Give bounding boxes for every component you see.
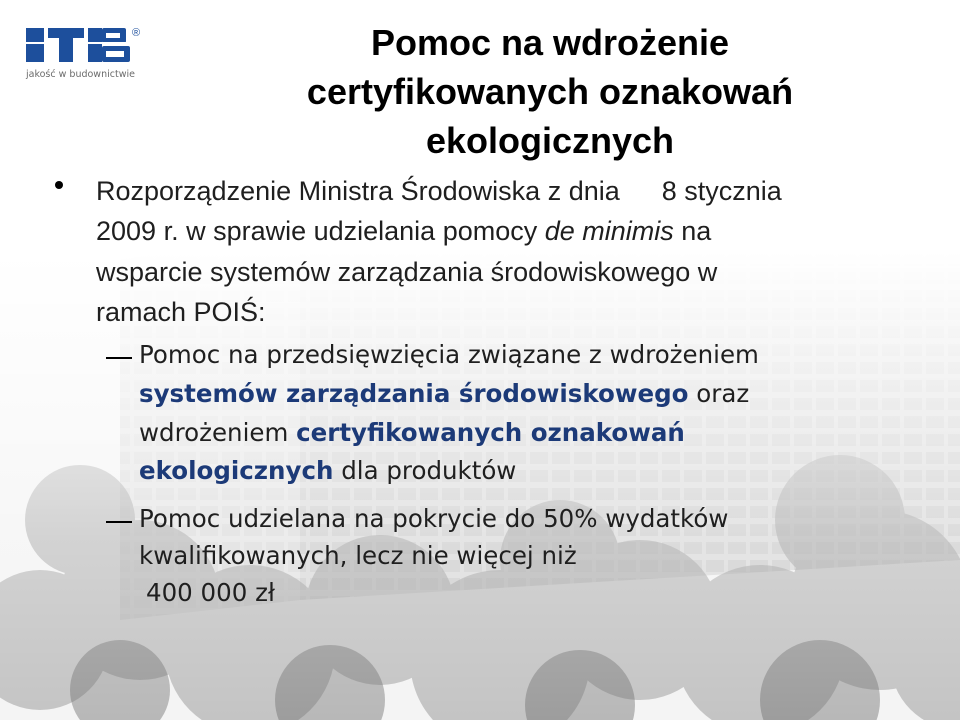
bullet-line-1 bbox=[96, 176, 782, 207]
title-line-3: ekologicznych bbox=[425, 120, 675, 161]
bullet-line-3: wsparcie systemów zarządzania środowiskowego w bbox=[96, 257, 718, 287]
bullet-line-2-end: na bbox=[673, 216, 712, 246]
sub-bullet-dash-2 bbox=[106, 521, 132, 523]
bullet-line-4: ramach POIŚ: bbox=[96, 297, 266, 327]
sub2-line-2: kwalifikowanych, lecz nie więcej niż bbox=[139, 541, 577, 570]
sub2-line-3: 400 000 zł bbox=[146, 578, 275, 607]
sub1-emphasis-3: ekologicznych bbox=[139, 456, 334, 485]
bullet-dot bbox=[55, 181, 63, 189]
bullet-line-2-text: 2009 r. w sprawie udzielania pomocy bbox=[96, 216, 545, 246]
sub1-line-3-text: wdrożeniem bbox=[139, 418, 297, 447]
sub1-line-2 bbox=[139, 379, 749, 408]
sub1-line-1: Pomoc na przedsięwzięcia związane z wdrożeniem bbox=[139, 340, 759, 369]
de-minimis-term: de minimis bbox=[544, 216, 674, 246]
sub1-line-2-end: oraz bbox=[688, 379, 750, 408]
sub1-line-3 bbox=[139, 418, 685, 447]
bullet-line-1-text: Rozporządzenie Ministra Środowiska z dnia bbox=[96, 176, 620, 206]
sub1-emphasis-2: certyfikowanych oznakowań bbox=[296, 418, 685, 447]
title-line-1: Pomoc na wdrożenie bbox=[370, 22, 730, 63]
sub1-line-4-end: dla produktów bbox=[333, 456, 517, 485]
logo-tagline: jakość w budownictwie bbox=[26, 69, 135, 80]
bullet-line-1-date: 8 stycznia bbox=[661, 176, 782, 206]
registered-mark: ® bbox=[132, 27, 141, 39]
sub2-line-1: Pomoc udzielana na pokrycie do 50% wydatków bbox=[139, 504, 729, 533]
sub-bullet-dash-1 bbox=[106, 357, 132, 359]
sub1-emphasis-1: systemów zarządzania środowiskowego bbox=[139, 379, 689, 408]
bullet-line-2 bbox=[96, 216, 711, 247]
title-line-2: certyfikowanych oznakowań bbox=[306, 71, 794, 112]
sub1-line-4 bbox=[139, 456, 516, 485]
